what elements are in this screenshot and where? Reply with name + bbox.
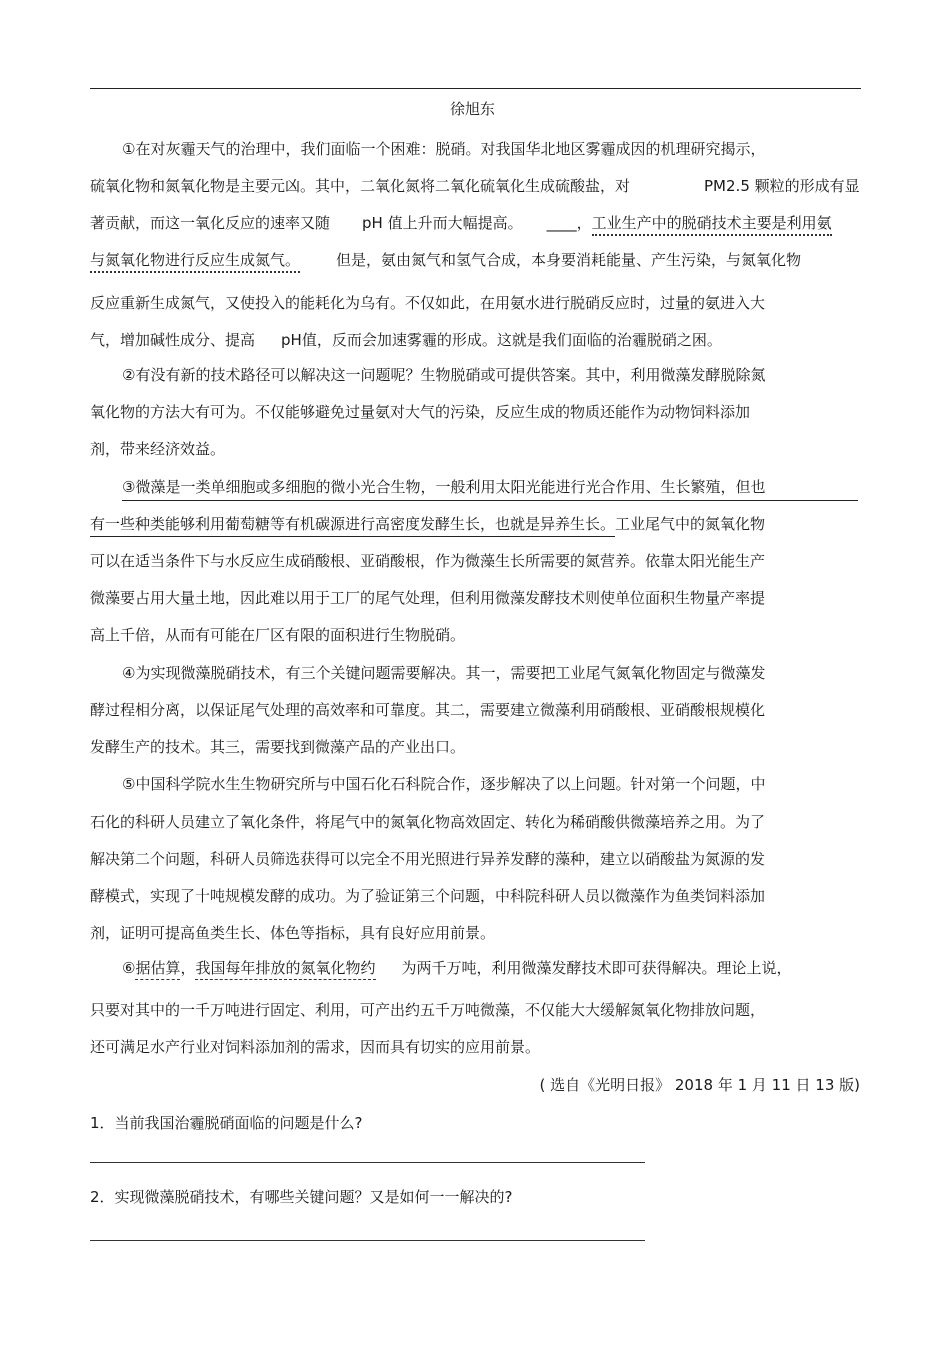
para1-line6 bbox=[90, 330, 722, 350]
para3-line3: 可以在适当条件下与水反应生成硝酸根、亚硝酸根，作为微藻生长所需要的氮营养。依靠太阳光能生产 bbox=[90, 552, 766, 570]
source-citation: ( 选自《光明日报》 2018 年 1 月 11 日 13 版) bbox=[539, 1076, 860, 1094]
para5-line3: 解决第二个问题，科研人员筛选获得可以完全不用光照进行异养发酵的藻种，建立以硝酸盐为氮源的发 bbox=[90, 850, 766, 868]
para1-line2 bbox=[90, 176, 860, 196]
para3-line2-text: 工业尾气中的氮氧化物 bbox=[615, 515, 766, 533]
para4-line3: 发酵生产的技术。其三，需要找到微藻产品的产业出口。 bbox=[90, 738, 466, 756]
header-rule bbox=[90, 88, 861, 89]
para4-line2: 酵过程相分离，以保证尾气处理的高效率和可靠度。其二，需要建立微藻利用硝酸根、亚硝酸根规模化 bbox=[90, 701, 766, 719]
para1-line3 bbox=[90, 213, 832, 233]
circled-number: ⑥ bbox=[122, 959, 136, 977]
dotted-underline-text-2: 与氮氧化物进行反应生成氮气。 bbox=[90, 251, 300, 273]
para1-line1: ①在对灰霾天气的治理中，我们面临一个困难：脱硝。对我国华北地区雾霾成因的机理研究揭示， bbox=[122, 140, 766, 158]
para3-line5: 高上千倍，从而有可能在厂区有限的面积进行生物脱硝。 bbox=[90, 626, 466, 644]
blank-slot: ____， bbox=[546, 214, 592, 232]
para1-line4-text: 但是，氨由氮气和氢气合成，本身要消耗能量、产生污染，与氮氧化物 bbox=[336, 251, 802, 269]
para1-line3-text: 著贡献，而这一氧化反应的速率又随 bbox=[90, 214, 331, 232]
underlined-text: 有一些种类能够利用葡萄糖等有机碳源进行高密度发酵生长，也就是异养生长。 bbox=[90, 515, 615, 537]
para1-line2-text: 硫氧化物和氮氧化物是主要元凶。其中，二氧化氮将二氧化硫氧化生成硫酸盐，对 bbox=[90, 177, 631, 195]
para5-line4: 酵模式，实现了十吨规模发酵的成功。为了验证第三个问题，中科院科研人员以微藻作为鱼类饲料添加 bbox=[90, 887, 766, 905]
dotted-underline-text: 工业生产中的脱硝技术主要是利用氨 bbox=[592, 214, 832, 236]
answer-line-1[interactable] bbox=[90, 1162, 645, 1163]
answer-line-2[interactable] bbox=[90, 1240, 645, 1241]
para6-line1 bbox=[122, 958, 792, 978]
para2-line2: 氧化物的方法大有可为。不仅能够避免过量氨对大气的污染，反应生成的物质还能作为动物饲料添加 bbox=[90, 403, 751, 421]
para6-line3: 还可满足水产行业对饲料添加剂的需求，因而具有切实的应用前景。 bbox=[90, 1038, 541, 1056]
para1-line5: 反应重新生成氮气，又使投入的能耗化为乌有。不仅如此，在用氨水进行脱硝反应时，过量的氨进入大 bbox=[90, 294, 766, 312]
para3-line1: ③微藻是一类单细胞或多细胞的微小光合生物，一般利用太阳光能进行光合作用、生长繁殖，但也 bbox=[122, 477, 858, 501]
pm25-text: PM2.5 颗粒的形成有显 bbox=[704, 177, 860, 195]
para1-line4 bbox=[90, 250, 801, 270]
para2-line1: ②有没有新的技术路径可以解决这一问题呢？生物脱硝或可提供答案。其中，利用微藻发酵脱除氮 bbox=[122, 366, 766, 384]
ph-text: pH 值上升而大幅提高。 bbox=[362, 214, 523, 232]
para6-line1-text: 为两千万吨，利用微藻发酵技术即可获得解决。理论上说， bbox=[401, 959, 792, 977]
dashed-underline-text: 据估算 bbox=[135, 959, 180, 980]
dashed-underline-text-2: 我国每年排放的氮氧化物约 bbox=[195, 959, 375, 980]
para1-line6-text-b: pH值，反而会加速雾霾的形成。这就是我们面临的治霾脱硝之困。 bbox=[281, 331, 722, 349]
para2-line3: 剂，带来经济效益。 bbox=[90, 440, 226, 458]
para3-line4: 微藻要占用大量土地，因此难以用于工厂的尾气处理，但利用微藻发酵技术则使单位面积生物量产率提 bbox=[90, 589, 766, 607]
comma: ， bbox=[180, 959, 196, 977]
question-2: 2．实现微藻脱硝技术，有哪些关键问题？又是如何一一解决的? bbox=[90, 1188, 513, 1206]
para5-line1: ⑤中国科学院水生生物研究所与中国石化石科院合作，逐步解决了以上问题。针对第一个问题，中 bbox=[122, 775, 766, 793]
para6-line2: 只要对其中的一千万吨进行固定、利用，可产出约五千万吨微藻，不仅能大大缓解氮氧化物排放问题， bbox=[90, 1001, 766, 1019]
question-1: 1．当前我国治霾脱硝面临的问题是什么? bbox=[90, 1114, 363, 1132]
para5-line2: 石化的科研人员建立了氧化条件，将尾气中的氮氧化物高效固定、转化为稀硝酸供微藻培养之用。为了 bbox=[90, 813, 766, 831]
para5-line5: 剂，证明可提高鱼类生长、体色等指标，具有良好应用前景。 bbox=[90, 924, 496, 942]
author: 徐旭东 bbox=[450, 100, 496, 118]
para4-line1: ④为实现微藻脱硝技术，有三个关键问题需要解决。其一，需要把工业尾气氮氧化物固定与微藻发 bbox=[122, 664, 766, 682]
para3-line2 bbox=[90, 514, 765, 534]
para1-line6-text: 气，增加碱性成分、提高 bbox=[90, 331, 256, 349]
